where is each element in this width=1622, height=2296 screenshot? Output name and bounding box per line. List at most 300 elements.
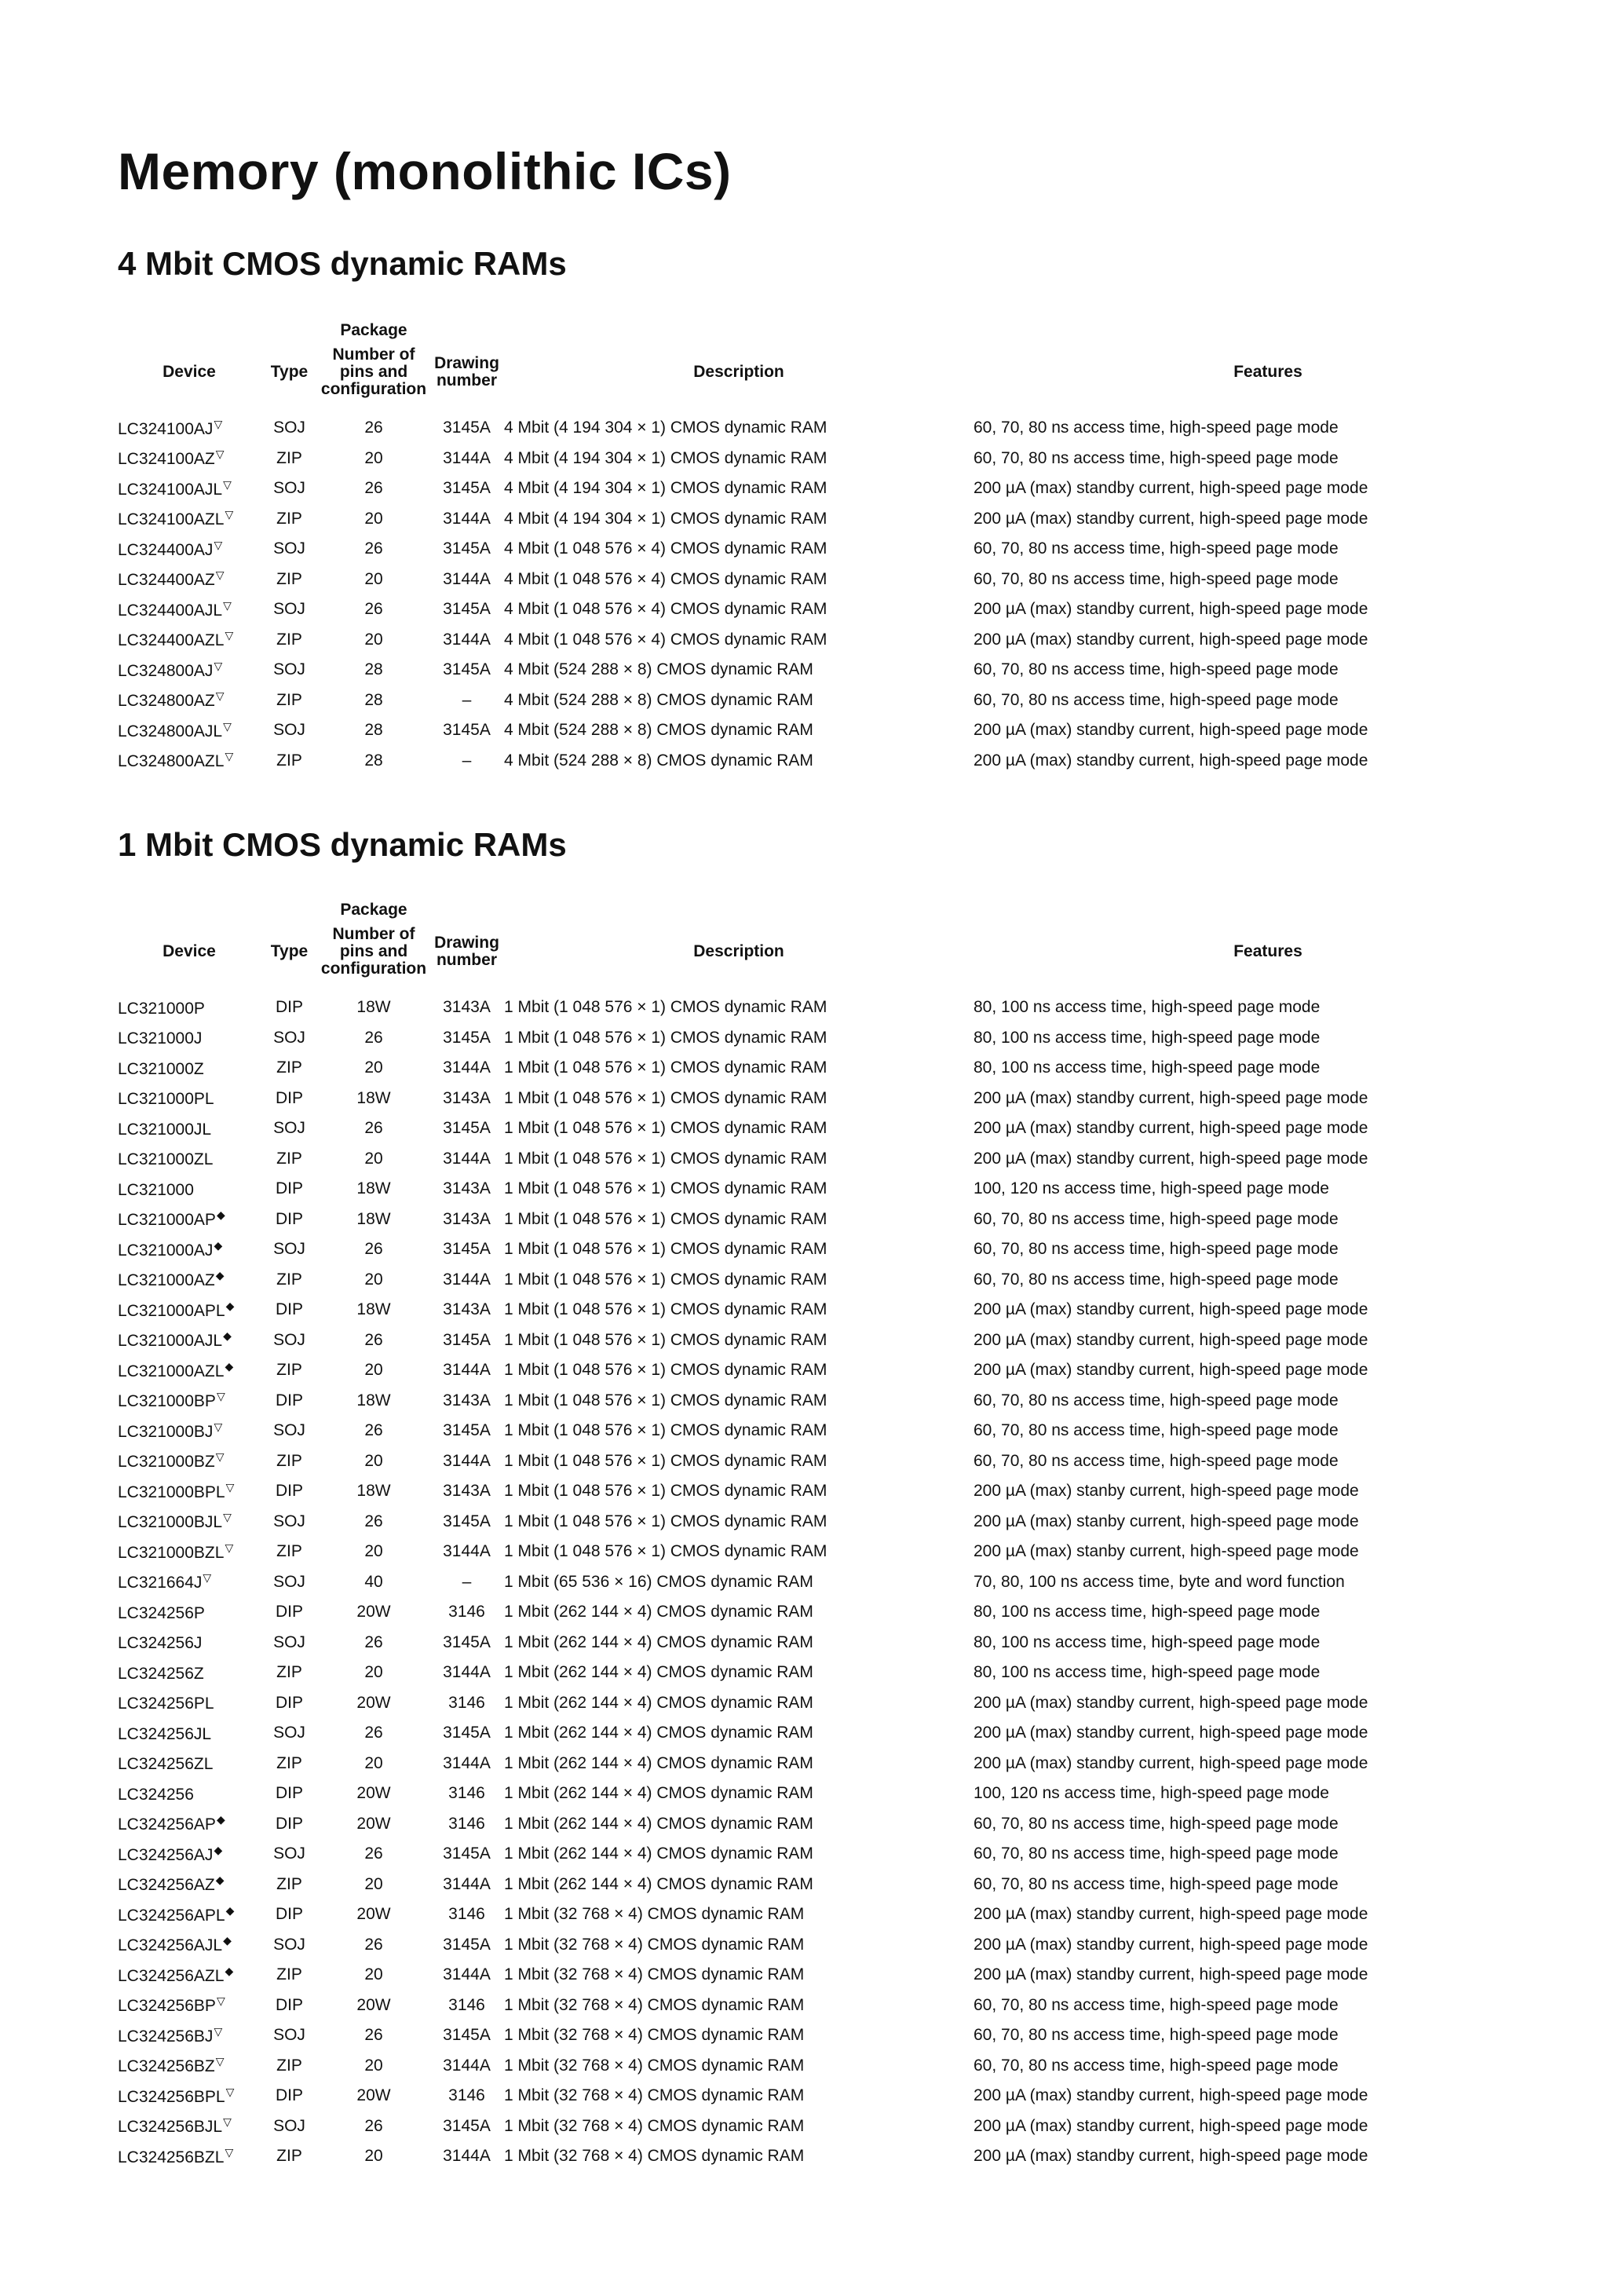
cell-pins: 20: [364, 1663, 383, 1682]
table-row: [118, 2141, 1562, 2172]
table-row: [118, 2111, 1562, 2142]
cell-features: 60, 70, 80 ns access time, high-speed page mode: [974, 690, 1339, 709]
cell-description: 1 Mbit (65 536 × 16) CMOS dynamic RAM: [504, 1572, 813, 1591]
cell-description: 1 Mbit (262 144 × 4) CMOS dynamic RAM: [504, 1603, 813, 1621]
device-marker: ▽: [223, 719, 232, 733]
table-row: [118, 1265, 1562, 1296]
table-row: [118, 1991, 1562, 2021]
device-marker: ▽: [215, 1450, 225, 1464]
header-description: Description: [693, 942, 784, 960]
device-name: LC324800AZL: [118, 752, 225, 771]
cell-pins: 20: [364, 509, 383, 528]
cell-drawing: 3145A: [443, 419, 491, 437]
cell-description: 1 Mbit (1 048 576 × 1) CMOS dynamic RAM: [504, 1119, 827, 1138]
cell-features: 200 µA (max) standby current, high-speed page mode: [974, 1149, 1368, 1168]
table-row: [118, 413, 1562, 444]
cell-drawing: 3143A: [443, 1482, 491, 1501]
device-marker: ▽: [223, 598, 232, 612]
page-title: Memory (monolithic ICs): [118, 142, 732, 200]
cell-pins: 26: [364, 1512, 383, 1530]
device-name: LC321000Z: [118, 1059, 204, 1078]
cell-type: SOJ: [273, 1572, 305, 1591]
device-marker: ▽: [225, 750, 234, 763]
cell-device: [118, 504, 261, 535]
cell-features: 200 µA (max) standby current, high-speed page mode: [974, 1088, 1368, 1107]
table-row: [118, 1930, 1562, 1961]
cell-type: DIP: [275, 1814, 303, 1833]
cell-description: 1 Mbit (32 768 × 4) CMOS dynamic RAM: [504, 2147, 805, 2166]
cell-pins: 26: [364, 1119, 383, 1138]
cell-device: [118, 1899, 261, 1930]
table-row: [118, 1899, 1562, 1930]
cell-pins: 20: [364, 1149, 383, 1168]
device-marker: ▽: [216, 1994, 225, 2008]
cell-features: 60, 70, 80 ns access time, high-speed page mode: [974, 419, 1339, 437]
device-name: LC324256BP: [118, 1997, 216, 2016]
table-row: [118, 1084, 1562, 1114]
cell-description: 1 Mbit (32 768 × 4) CMOS dynamic RAM: [504, 2026, 805, 2045]
cell-pins: 18W: [356, 1179, 391, 1198]
device-name: LC321000AZL: [118, 1362, 225, 1380]
cell-device: [118, 1567, 261, 1598]
header-type: Type: [270, 363, 309, 381]
cell-features: 200 µA (max) standby current, high-speed page mode: [974, 2086, 1368, 2105]
cell-features: 200 µA (max) standby current, high-speed page mode: [974, 751, 1368, 770]
cell-drawing: 3145A: [443, 1028, 491, 1047]
device-name: LC321000P: [118, 999, 205, 1018]
device-name: LC324256: [118, 1785, 194, 1804]
cell-drawing: 3144A: [443, 1361, 491, 1380]
cell-description: 1 Mbit (1 048 576 × 1) CMOS dynamic RAM: [504, 1451, 827, 1470]
cell-pins: 18W: [356, 1300, 391, 1319]
cell-features: 60, 70, 80 ns access time, high-speed page mode: [974, 1421, 1339, 1440]
cell-device: [118, 2020, 261, 2051]
device-name: LC324256Z: [118, 1664, 204, 1683]
cell-pins: 26: [364, 479, 383, 498]
cell-pins: 20: [364, 569, 383, 588]
cell-drawing: 3146: [448, 1905, 485, 1924]
table-row: [118, 1749, 1562, 1779]
cell-type: DIP: [275, 1482, 303, 1501]
cell-type: DIP: [275, 2086, 303, 2105]
cell-description: 1 Mbit (32 768 × 4) CMOS dynamic RAM: [504, 2056, 805, 2075]
cell-drawing: 3146: [448, 1814, 485, 1833]
cell-features: 200 µA (max) standby current, high-speed page mode: [974, 1965, 1368, 1984]
cell-device: [118, 565, 261, 595]
device-marker: ▽: [203, 1571, 212, 1585]
cell-description: 1 Mbit (1 048 576 × 1) CMOS dynamic RAM: [504, 1421, 827, 1440]
device-marker: ▽: [225, 508, 234, 521]
cell-type: ZIP: [276, 1270, 302, 1289]
cell-features: 60, 70, 80 ns access time, high-speed page mode: [974, 1814, 1339, 1833]
cell-pins: 20: [364, 630, 383, 649]
device-name: LC324256JL: [118, 1724, 212, 1743]
table-row: [118, 1325, 1562, 1356]
cell-drawing: 3145A: [443, 1935, 491, 1954]
cell-drawing: 3143A: [443, 998, 491, 1017]
cell-type: ZIP: [276, 448, 302, 467]
device-name: LC324100AZL: [118, 510, 225, 529]
cell-description: 4 Mbit (1 048 576 × 4) CMOS dynamic RAM: [504, 539, 827, 558]
cell-drawing: 3144A: [443, 1149, 491, 1168]
cell-description: 4 Mbit (4 194 304 × 1) CMOS dynamic RAM: [504, 419, 827, 437]
cell-device: [118, 2081, 261, 2111]
table-row: [118, 1416, 1562, 1446]
table-row: [118, 1174, 1562, 1205]
table-row: [118, 1507, 1562, 1537]
cell-device: [118, 1476, 261, 1507]
cell-device: [118, 1628, 261, 1658]
device-name: LC321000BZL: [118, 1543, 225, 1562]
cell-device: [118, 534, 261, 565]
cell-type: ZIP: [276, 1361, 302, 1380]
device-name: LC324256AP: [118, 1815, 216, 1834]
table-row: [118, 1537, 1562, 1567]
table-row: [118, 1809, 1562, 1840]
device-name: LC324100AZ: [118, 450, 215, 469]
cell-type: SOJ: [273, 2116, 305, 2135]
cell-pins: 20W: [356, 1784, 391, 1803]
table-row: [118, 594, 1562, 625]
cell-description: 1 Mbit (262 144 × 4) CMOS dynamic RAM: [504, 1844, 813, 1863]
cell-device: [118, 1023, 261, 1054]
cell-device: [118, 1325, 261, 1356]
cell-type: SOJ: [273, 1844, 305, 1863]
cell-pins: 26: [364, 1330, 383, 1349]
cell-type: DIP: [275, 1905, 303, 1924]
cell-description: 1 Mbit (1 048 576 × 1) CMOS dynamic RAM: [504, 1512, 827, 1530]
device-marker: ◆: [223, 1329, 232, 1343]
cell-type: SOJ: [273, 1724, 305, 1742]
cell-drawing: 3145A: [443, 539, 491, 558]
device-name: LC321000BP: [118, 1392, 216, 1411]
cell-type: ZIP: [276, 509, 302, 528]
cell-type: SOJ: [273, 1240, 305, 1259]
device-marker: ▽: [223, 477, 232, 491]
cell-features: 200 µA (max) standby current, high-speed page mode: [974, 2147, 1368, 2166]
cell-device: [118, 1749, 261, 1779]
cell-drawing: 3145A: [443, 479, 491, 498]
cell-device: [118, 1355, 261, 1386]
cell-type: DIP: [275, 1603, 303, 1621]
cell-pins: 28: [364, 660, 383, 679]
cell-pins: 20: [364, 1058, 383, 1077]
cell-drawing: 3146: [448, 1693, 485, 1712]
table-row: [118, 1446, 1562, 1477]
device-name: LC321000: [118, 1180, 194, 1199]
cell-features: 100, 120 ns access time, high-speed page mode: [974, 1179, 1329, 1198]
cell-description: 1 Mbit (1 048 576 × 1) CMOS dynamic RAM: [504, 1300, 827, 1319]
cell-description: 1 Mbit (1 048 576 × 1) CMOS dynamic RAM: [504, 1149, 827, 1168]
cell-type: SOJ: [273, 1421, 305, 1440]
cell-pins: 26: [364, 1724, 383, 1742]
cell-pins: 20W: [356, 2086, 391, 2105]
device-name: LC324256J: [118, 1634, 203, 1653]
device-marker: ▽: [215, 689, 225, 703]
cell-features: 80, 100 ns access time, high-speed page mode: [974, 998, 1321, 1017]
cell-drawing: –: [462, 1572, 472, 1591]
cell-device: [118, 473, 261, 504]
cell-description: 1 Mbit (262 144 × 4) CMOS dynamic RAM: [504, 1874, 813, 1893]
cell-features: 200 µA (max) standby current, high-speed page mode: [974, 1300, 1368, 1319]
device-marker: ◆: [215, 1269, 225, 1282]
cell-device: [118, 1870, 261, 1900]
cell-description: 4 Mbit (524 288 × 8) CMOS dynamic RAM: [504, 690, 813, 709]
cell-device: [118, 1537, 261, 1567]
device-name: LC324256BJ: [118, 2027, 214, 2046]
device-name: LC321664J: [118, 1574, 203, 1592]
table-row: [118, 473, 1562, 504]
device-name: LC324256BZ: [118, 2057, 215, 2076]
cell-drawing: 3145A: [443, 1421, 491, 1440]
section-title-1mbit: 1 Mbit CMOS dynamic RAMs: [118, 826, 567, 863]
device-marker: ◆: [225, 1299, 235, 1312]
cell-type: DIP: [275, 1209, 303, 1228]
cell-drawing: 3145A: [443, 721, 491, 740]
table-row: [118, 1144, 1562, 1175]
cell-device: [118, 1507, 261, 1537]
cell-description: 1 Mbit (262 144 × 4) CMOS dynamic RAM: [504, 1814, 813, 1833]
cell-features: 200 µA (max) standby current, high-speed page mode: [974, 479, 1368, 498]
cell-device: [118, 1265, 261, 1296]
cell-type: SOJ: [273, 660, 305, 679]
cell-description: 4 Mbit (524 288 × 8) CMOS dynamic RAM: [504, 660, 813, 679]
cell-type: SOJ: [273, 1512, 305, 1530]
cell-device: [118, 1084, 261, 1114]
header-package: Package: [340, 901, 407, 919]
cell-device: [118, 1416, 261, 1446]
device-name: LC324100AJL: [118, 480, 223, 499]
cell-drawing: 3146: [448, 2086, 485, 2105]
cell-description: 4 Mbit (1 048 576 × 4) CMOS dynamic RAM: [504, 600, 827, 619]
cell-features: 200 µA (max) standby current, high-speed page mode: [974, 1905, 1368, 1924]
cell-description: 1 Mbit (32 768 × 4) CMOS dynamic RAM: [504, 2086, 805, 2105]
header-drawing: Drawing number: [434, 934, 499, 969]
device-marker: ▽: [214, 417, 223, 430]
cell-features: 200 µA (max) standby current, high-speed page mode: [974, 1935, 1368, 1954]
cell-features: 60, 70, 80 ns access time, high-speed page mode: [974, 1874, 1339, 1893]
table-row: [118, 1688, 1562, 1719]
cell-device: [118, 1718, 261, 1749]
cell-drawing: 3144A: [443, 1965, 491, 1984]
cell-drawing: 3144A: [443, 2056, 491, 2075]
table-row: [118, 534, 1562, 565]
cell-pins: 26: [364, 1632, 383, 1651]
device-marker: ▽: [214, 2024, 223, 2038]
cell-type: DIP: [275, 1179, 303, 1198]
cell-features: 200 µA (max) standby current, high-speed page mode: [974, 2116, 1368, 2135]
device-name: LC321000JL: [118, 1120, 212, 1139]
device-name: LC321000BJL: [118, 1513, 223, 1532]
cell-device: [118, 1174, 261, 1205]
cell-device: [118, 1930, 261, 1961]
header-description: Description: [693, 363, 784, 381]
cell-type: SOJ: [273, 1028, 305, 1047]
cell-drawing: 3146: [448, 1603, 485, 1621]
device-marker: ◆: [216, 1208, 225, 1222]
cell-features: 60, 70, 80 ns access time, high-speed page mode: [974, 1391, 1339, 1409]
cell-type: SOJ: [273, 419, 305, 437]
cell-device: [118, 625, 261, 656]
cell-pins: 20: [364, 1361, 383, 1380]
device-marker: ◆: [225, 1359, 234, 1373]
device-marker: ▽: [225, 1480, 235, 1493]
cell-description: 1 Mbit (32 768 × 4) CMOS dynamic RAM: [504, 1995, 805, 2014]
cell-type: SOJ: [273, 2026, 305, 2045]
header-features: Features: [1233, 363, 1302, 381]
device-marker: ▽: [214, 1420, 223, 1433]
cell-drawing: 3145A: [443, 1512, 491, 1530]
table-row: [118, 2081, 1562, 2111]
cell-description: 1 Mbit (1 048 576 × 1) CMOS dynamic RAM: [504, 1240, 827, 1259]
cell-features: 200 µA (max) stanby current, high-speed page mode: [974, 1542, 1359, 1561]
cell-drawing: 3145A: [443, 600, 491, 619]
cell-description: 1 Mbit (32 768 × 4) CMOS dynamic RAM: [504, 2116, 805, 2135]
cell-description: 1 Mbit (1 048 576 × 1) CMOS dynamic RAM: [504, 1028, 827, 1047]
cell-pins: 20: [364, 2056, 383, 2075]
cell-drawing: 3144A: [443, 1058, 491, 1077]
device-name: LC321000BJ: [118, 1422, 214, 1441]
device-marker: ▽: [214, 538, 223, 551]
cell-device: [118, 1295, 261, 1325]
cell-type: SOJ: [273, 1330, 305, 1349]
cell-description: 4 Mbit (1 048 576 × 4) CMOS dynamic RAM: [504, 569, 827, 588]
cell-pins: 26: [364, 1421, 383, 1440]
device-marker: ▽: [216, 1390, 225, 1403]
device-name: LC324400AZL: [118, 631, 225, 650]
cell-description: 4 Mbit (4 194 304 × 1) CMOS dynamic RAM: [504, 448, 827, 467]
cell-pins: 18W: [356, 998, 391, 1017]
cell-device: [118, 1113, 261, 1144]
cell-pins: 20W: [356, 1995, 391, 2014]
cell-drawing: 3145A: [443, 1240, 491, 1259]
table-row: [118, 2051, 1562, 2082]
cell-device: [118, 2111, 261, 2142]
table-row: [118, 1386, 1562, 1417]
cell-pins: 26: [364, 2116, 383, 2135]
device-marker: ▽: [225, 629, 234, 642]
device-marker: ▽: [214, 659, 223, 672]
cell-description: 4 Mbit (524 288 × 8) CMOS dynamic RAM: [504, 721, 813, 740]
cell-type: SOJ: [273, 1119, 305, 1138]
table-row: [118, 1567, 1562, 1598]
cell-drawing: 3143A: [443, 1088, 491, 1107]
cell-drawing: 3144A: [443, 1451, 491, 1470]
cell-pins: 20W: [356, 1603, 391, 1621]
cell-features: 200 µA (max) standby current, high-speed page mode: [974, 509, 1368, 528]
cell-pins: 18W: [356, 1088, 391, 1107]
cell-pins: 20: [364, 1542, 383, 1561]
header-device: Device: [163, 942, 216, 960]
table-row: [118, 625, 1562, 656]
cell-device: [118, 686, 261, 716]
device-name: LC324256BZL: [118, 2148, 225, 2166]
device-marker: ◆: [214, 1843, 223, 1856]
table-row: [118, 1597, 1562, 1628]
cell-type: DIP: [275, 1784, 303, 1803]
device-marker: ▽: [215, 448, 225, 461]
cell-pins: 28: [364, 690, 383, 709]
cell-description: 1 Mbit (32 768 × 4) CMOS dynamic RAM: [504, 1935, 805, 1954]
cell-features: 200 µA (max) standby current, high-speed page mode: [974, 1119, 1368, 1138]
cell-drawing: 3145A: [443, 660, 491, 679]
cell-description: 1 Mbit (1 048 576 × 1) CMOS dynamic RAM: [504, 1058, 827, 1077]
device-marker: ▽: [223, 1511, 232, 1524]
cell-type: DIP: [275, 1300, 303, 1319]
cell-description: 1 Mbit (1 048 576 × 1) CMOS dynamic RAM: [504, 1361, 827, 1380]
cell-pins: 20: [364, 1874, 383, 1893]
cell-pins: 20: [364, 448, 383, 467]
cell-drawing: 3144A: [443, 509, 491, 528]
cell-device: [118, 746, 261, 777]
header-device: Device: [163, 363, 216, 381]
cell-device: [118, 1960, 261, 1991]
cell-description: 1 Mbit (1 048 576 × 1) CMOS dynamic RAM: [504, 998, 827, 1017]
device-marker: ◆: [214, 1238, 223, 1252]
cell-type: DIP: [275, 998, 303, 1017]
cell-type: ZIP: [276, 1965, 302, 1984]
cell-pins: 20W: [356, 1693, 391, 1712]
cell-description: 1 Mbit (1 048 576 × 1) CMOS dynamic RAM: [504, 1088, 827, 1107]
cell-type: ZIP: [276, 2147, 302, 2166]
cell-description: 4 Mbit (4 194 304 × 1) CMOS dynamic RAM: [504, 479, 827, 498]
cell-features: 200 µA (max) standby current, high-speed page mode: [974, 1693, 1368, 1712]
header-pins: Number of pins and configuration: [320, 925, 427, 978]
cell-description: 1 Mbit (1 048 576 × 1) CMOS dynamic RAM: [504, 1270, 827, 1289]
cell-features: 60, 70, 80 ns access time, high-speed page mode: [974, 1240, 1339, 1259]
device-marker: ▽: [215, 2055, 225, 2068]
cell-pins: 26: [364, 1935, 383, 1954]
header-type: Type: [270, 942, 309, 960]
cell-type: SOJ: [273, 1935, 305, 1954]
device-marker: ▽: [223, 2115, 232, 2129]
device-name: LC324800AZ: [118, 692, 215, 711]
cell-device: [118, 1446, 261, 1477]
cell-drawing: 3145A: [443, 1330, 491, 1349]
table-row: [118, 655, 1562, 686]
device-name: LC324256AJL: [118, 1936, 223, 1955]
cell-drawing: 3145A: [443, 1844, 491, 1863]
cell-drawing: 3144A: [443, 569, 491, 588]
cell-description: 4 Mbit (524 288 × 8) CMOS dynamic RAM: [504, 751, 813, 770]
cell-type: DIP: [275, 1088, 303, 1107]
cell-type: SOJ: [273, 479, 305, 498]
cell-features: 200 µA (max) standby current, high-speed page mode: [974, 1724, 1368, 1742]
cell-drawing: 3145A: [443, 1724, 491, 1742]
cell-features: 60, 70, 80 ns access time, high-speed page mode: [974, 1451, 1339, 1470]
device-marker: ◆: [216, 1813, 225, 1826]
cell-description: 1 Mbit (1 048 576 × 1) CMOS dynamic RAM: [504, 1391, 827, 1409]
cell-pins: 20W: [356, 1814, 391, 1833]
cell-features: 70, 80, 100 ns access time, byte and word function: [974, 1572, 1345, 1591]
cell-type: DIP: [275, 1391, 303, 1409]
table-row: [118, 993, 1562, 1023]
table-row: [118, 1628, 1562, 1658]
cell-features: 200 µA (max) standby current, high-speed page mode: [974, 600, 1368, 619]
cell-drawing: 3146: [448, 1784, 485, 1803]
cell-features: 60, 70, 80 ns access time, high-speed page mode: [974, 660, 1339, 679]
cell-pins: 18W: [356, 1209, 391, 1228]
cell-device: [118, 1779, 261, 1809]
cell-drawing: 3144A: [443, 1542, 491, 1561]
cell-description: 1 Mbit (1 048 576 × 1) CMOS dynamic RAM: [504, 1542, 827, 1561]
table-row: [118, 565, 1562, 595]
cell-type: ZIP: [276, 690, 302, 709]
cell-device: [118, 2141, 261, 2172]
cell-device: [118, 1839, 261, 1870]
cell-device: [118, 444, 261, 474]
table-row: [118, 1960, 1562, 1991]
